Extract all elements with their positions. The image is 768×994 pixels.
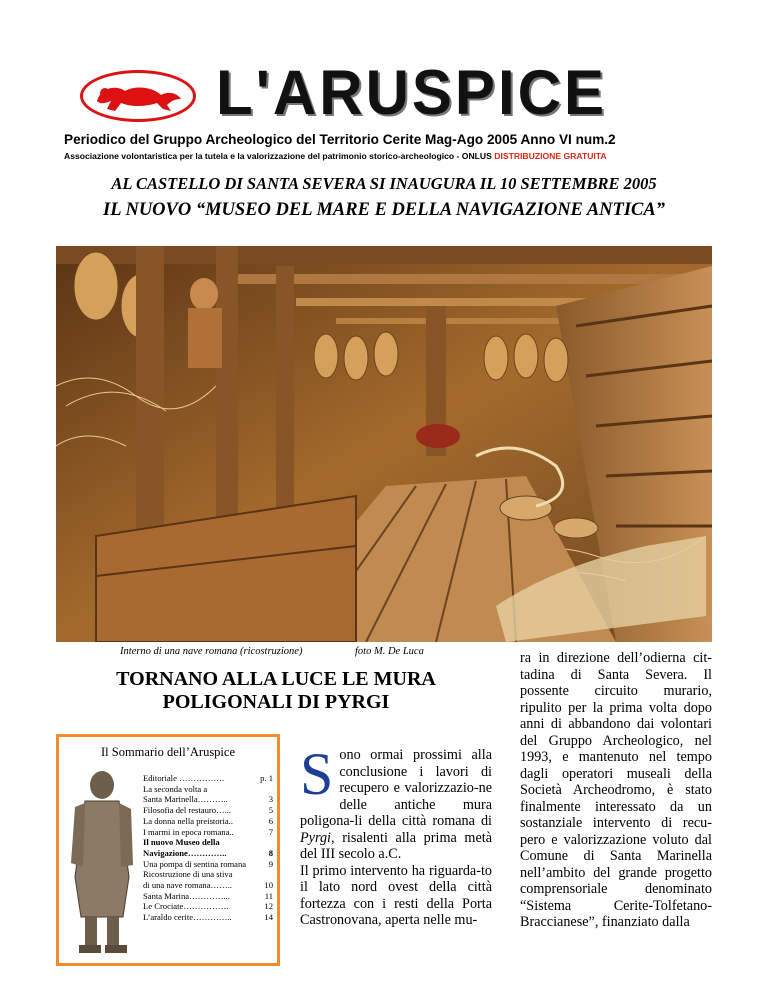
toc-row: Navigazione………….. 8 <box>143 847 273 858</box>
toc-row: La seconda volta a <box>143 783 208 794</box>
headline-line-1: AL CASTELLO DI SANTA SEVERA SI INAUGURA IL 10 SETTEMBRE 2005 <box>111 174 657 193</box>
toc-row: L’araldo cerite………….. 14 <box>143 912 273 923</box>
toc-row: Editoriale ……………. p. 1 <box>143 773 273 783</box>
animal-logo-icon <box>91 79 187 115</box>
article-intro-end: , risalenti alla prima metà del III secolo a.C. <box>300 829 492 862</box>
distribution-label: DISTRIBUZIONE GRATUITA <box>494 151 607 161</box>
article-intro: ono ormai prossimi alla conclusione i lavori di recupero e valorizzazio-ne delle antiche mura poligona-li della città romana di <box>300 747 492 829</box>
toc-row: Il nuovo Museo della <box>143 837 220 848</box>
toc-row: di una nave romana…….. 10 <box>143 880 273 891</box>
article-column-1 <box>300 741 492 929</box>
toc-row: Le Crociate……………. 12 <box>143 901 273 912</box>
toc-row: Filosofia del restauro…... 5 <box>143 805 273 816</box>
photo-caption: Interno di una nave romana (ricostruzione) <box>120 646 303 657</box>
sommario-box <box>56 734 280 966</box>
place-name: Pyrgi <box>300 829 331 846</box>
newspaper-title: L'ARUSPICE <box>216 57 607 128</box>
toc-row: Ricostruzione di una stiva <box>143 869 233 880</box>
toc-row: La donna nella preistoria.. 6 <box>143 815 273 826</box>
photo-credit: foto M. De Luca <box>355 646 424 657</box>
article-column-2 <box>520 650 712 931</box>
association-line <box>64 151 607 161</box>
toc-row: Una pompa di sentina romana 9 <box>143 858 273 869</box>
toc-row: I marmi in epoca romana.. 7 <box>143 826 273 837</box>
toc-row: Santa Marinella……….. 3 <box>143 794 273 805</box>
masthead-subtitle: Periodico del Gruppo Archeologico del Territorio Cerite Mag-Ago 2005 Anno VI num.2 <box>64 132 616 147</box>
headline-line-2: IL NUOVO “MUSEO DEL MARE E DELLA NAVIGAZIONE ANTICA” <box>103 200 665 220</box>
sommario-title: Il Sommario dell’Aruspice <box>101 745 235 759</box>
article-paragraph: ra in direzione dell’odierna cit-tadina di Santa Severa. Il possente circuito murario, ripulito per la prima volta dopo anni di abbandono dai volontari del Gruppo Archeologico, nel 1993, e mantenuto nel tempo dagli operatori museali della Società Archeodromo, è stato finalmente interessato da un sostanziale intervento di recu-pero e valorizzazione voluto dal Comune di Santa Marinella nell’ambito del grande progetto comprensoriale denominato “Sistema Cerite-Tolfetano-Braccianese”, finanziato dalla <box>520 650 712 930</box>
association-text: Associazione volontaristica per la tutela e la valorizzazione del patrimonio storico-archeologico - ONLUS <box>64 151 492 161</box>
logo <box>80 70 196 122</box>
table-of-contents <box>143 773 273 923</box>
statue-figure-icon <box>65 767 139 957</box>
drop-cap: S <box>300 741 334 807</box>
article-title: TORNANO ALLA LUCE LE MURA POLIGONALI DI PYRGI <box>116 668 436 713</box>
article-paragraph: Il primo intervento ha riguarda-to il lato nord ovest della città fortezza con i resti della Porta Castronovana, aperta nelle mu- <box>300 862 492 928</box>
toc-row: Santa Marina…………... 11 <box>143 890 273 901</box>
ship-interior-photo <box>56 246 712 642</box>
